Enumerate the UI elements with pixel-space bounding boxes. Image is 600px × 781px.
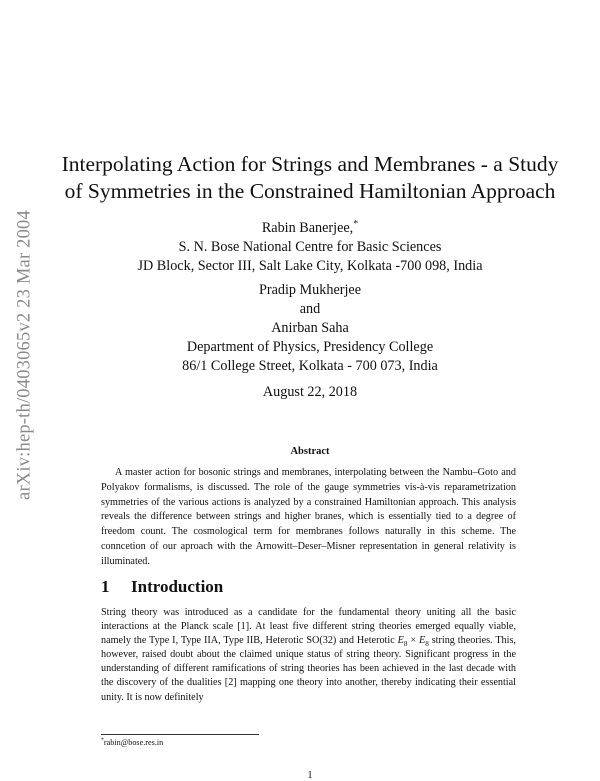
footnote-email: rabin@bose.res.in: [103, 738, 164, 747]
math-times: ×: [407, 635, 419, 647]
math-e8-a-subscript: 8: [403, 640, 408, 649]
author-3: Anirban Saha: [271, 320, 349, 336]
page-number: 1: [307, 770, 313, 781]
author-1-name: Rabin Banerjee,: [261, 220, 354, 236]
section-number: 1: [101, 577, 110, 596]
section-heading: [101, 577, 223, 597]
title-line-2: of Symmetries in the Constrained Hamiltonian Approach: [64, 179, 556, 203]
abstract-text: A master action for bosonic strings and membranes, interpolating between the Nambu–Goto and Polyakov formalisms, is discussed. The role of the gauge symmetries vis-à-vis reparametrization symmetries of the various actions is analyzed by a constrained Hamiltonian approach. This analysis reveals the difference between strings and higher branes, which is essentially tied to a degree of freedom count. The cosmological term for membranes follows naturally in this scheme. The conncetion of our aproach with the Arnowitt–Deser–Misner representation in general relativity is illuminated.: [101, 467, 516, 567]
author-2: Pradip Mukherjee: [258, 282, 362, 298]
footnote-divider: [101, 734, 259, 735]
footnote-marker: *: [101, 737, 104, 744]
title-line-1: Interpolating Action for Strings and Membranes - a Study: [61, 152, 559, 176]
abstract-heading: Abstract: [290, 446, 330, 457]
paper-title: [40, 151, 580, 205]
introduction-paragraph: [101, 606, 516, 705]
author-conjunction: and: [299, 301, 321, 317]
arxiv-side-stamp: [10, 205, 40, 505]
section-title: Introduction: [131, 577, 224, 596]
paper-date: August 22, 2018: [262, 384, 358, 400]
affiliation-1-line-2: JD Block, Sector III, Salt Lake City, Kolkata -700 098, India: [137, 258, 483, 274]
arxiv-identifier: arXiv:hep-th/0403065v2 23 Mar 2004: [14, 210, 35, 500]
affiliation-2-line-2: 86/1 College Street, Kolkata - 700 073, India: [182, 358, 438, 374]
intro-text-part-1: String theory was introduced as a candidate for the fundamental theory uniting all the basic interactions at the Planck scale [1]. At least five different string theories emerged equally viable, namely the Type I, Type IIA, Type IIB, Heterotic SO(32) and Heterotic: [101, 607, 516, 647]
intro-text-part-2: string theories. This, however, raised doubt about the claimed unique status of string theory. Significant progress in the understanding of different ramifications of string theories has been achieved in the last decade with the discovery of the dualities [2] mapping one theory into another, thereby indicating their essential unity. It is now definitely: [101, 635, 516, 703]
affiliation-2-line-1: Department of Physics, Presidency College: [186, 339, 434, 355]
author-1-footnote-marker: *: [353, 218, 359, 230]
math-e8-a: E: [397, 635, 404, 647]
math-e8-b-subscript: 8: [425, 640, 429, 649]
author-1: [40, 220, 580, 237]
affiliation-1-line-1: S. N. Bose National Centre for Basic Sciences: [178, 239, 442, 255]
math-e8-b: E: [419, 635, 426, 647]
footnote: [101, 738, 163, 747]
